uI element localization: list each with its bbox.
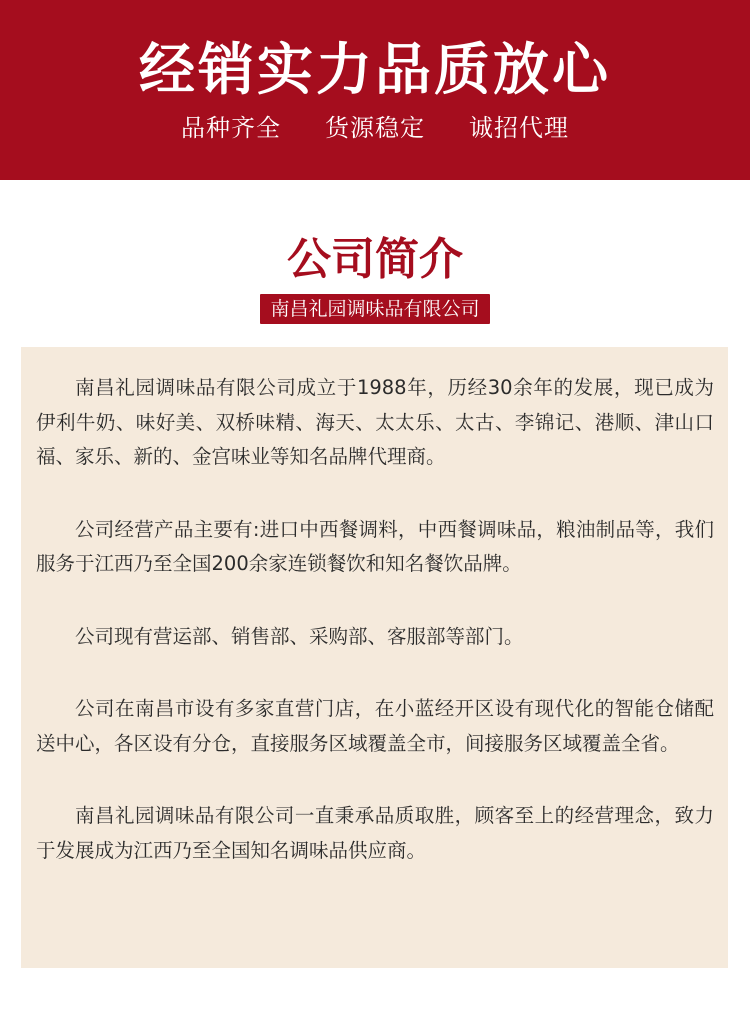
banner-slogans [0,112,750,144]
intro-paragraph: 南昌礼园调味品有限公司成立于1988年，历经30余年的发展，现已成为伊利牛奶、味好美、双桥味精、海天、太太乐、太古、李锦记、港顺、津山口福、家乐、新的、金宫味业等知名品牌代理商。 [36,376,714,468]
company-intro-panel [21,347,728,968]
header-banner [0,0,750,180]
products-paragraph: 公司经营产品主要有:进口中西餐调料，中西餐调味品，粮油制品等，我们服务于江西乃至全国200余家连锁餐饮和知名餐饮品牌。 [36,517,714,575]
slogan-variety: 品种齐全 [181,114,281,142]
company-name-badge: 南昌礼园调味品有限公司 [260,294,489,324]
slogan-agents-wanted: 诚招代理 [469,114,569,142]
banner-title: 经销实力品质放心 [139,37,611,103]
slogan-stable-supply: 货源稳定 [325,114,425,142]
section-title: 公司简介 [287,234,463,285]
departments-paragraph: 公司现有营运部、销售部、采购部、客服部等部门。 [75,624,524,648]
philosophy-paragraph: 南昌礼园调味品有限公司一直秉承品质取胜，顾客至上的经营理念，致力于发展成为江西乃至全国知名调味品供应商。 [36,804,714,862]
stores-paragraph: 公司在南昌市设有多家直营门店，在小蓝经开区设有现代化的智能仓储配送中心，各区设有分仓，直接服务区域覆盖全市，间接服务区域覆盖全省。 [36,697,714,755]
subtitle-wrap [0,294,750,324]
